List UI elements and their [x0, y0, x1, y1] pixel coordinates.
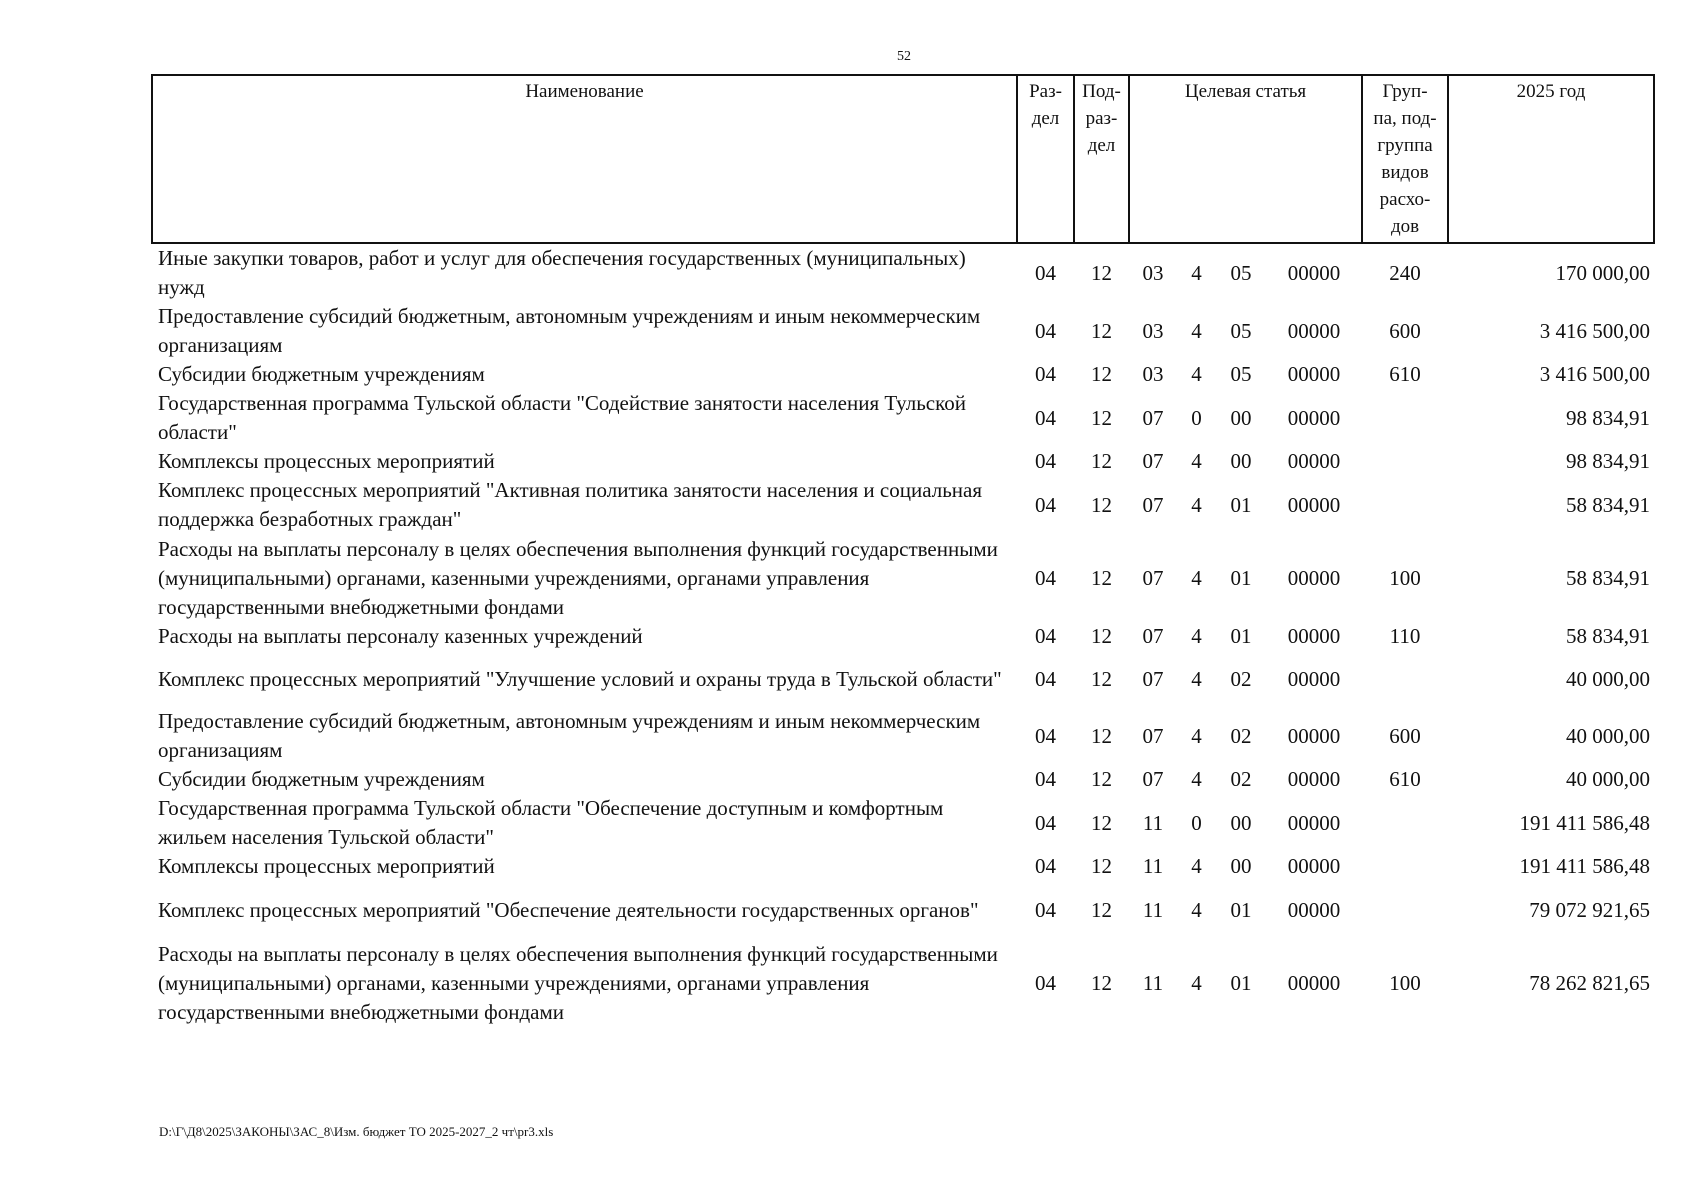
row-target-event: 05 [1230, 260, 1252, 285]
row-name: Комплекс процессных мероприятий "Обеспечение деятельности государственных органов" [158, 897, 979, 922]
row-name: Комплексы процессных мероприятий [158, 854, 495, 878]
row-target-program: 07 [1142, 723, 1164, 748]
row-amount: 191 411 586,48 [1519, 810, 1651, 835]
row-amount: 170 000,00 [1555, 260, 1651, 285]
table-row [152, 651, 1654, 707]
row-section: 04 [1035, 854, 1056, 878]
header-expense-group: Груп- па, под- группа видов расхо- дов [1362, 75, 1448, 243]
row-target-program: 07 [1142, 624, 1164, 648]
table-row [152, 852, 1654, 881]
row-amount: 40 000,00 [1566, 666, 1651, 691]
row-subsection: 12 [1091, 666, 1112, 691]
row-target-type: 4 [1191, 897, 1202, 922]
row-target-event: 00 [1230, 854, 1252, 878]
row-subsection: 12 [1091, 970, 1112, 995]
row-amount: 98 834,91 [1566, 405, 1651, 430]
row-target-type: 0 [1191, 810, 1202, 835]
row-target-direction: 00000 [1287, 810, 1341, 835]
row-expense-group [1362, 447, 1448, 476]
row-name: Субсидии бюджетным учреждениям [158, 767, 485, 791]
header-year-2025: 2025 год [1448, 75, 1654, 243]
row-subsection: 12 [1091, 565, 1112, 590]
row-name: Расходы на выплаты персоналу в целях обеспечения выполнения функций государственными (муниципальными) органами, казенными учреждениями, органами управления государственными внебюджетными фондами [158, 941, 998, 1024]
row-subsection: 12 [1091, 362, 1112, 386]
row-expense-group: 100 [1389, 565, 1421, 590]
row-target-direction: 00000 [1287, 318, 1341, 343]
header-target-article: Целевая статья [1129, 75, 1362, 243]
row-target-program: 07 [1142, 565, 1164, 590]
table-row [152, 939, 1654, 1027]
page-number: 52 [897, 49, 911, 64]
row-target-program: 11 [1142, 897, 1164, 922]
table-row [152, 476, 1654, 534]
row-amount: 98 834,91 [1566, 449, 1651, 473]
row-target-program: 03 [1142, 362, 1164, 386]
row-amount: 79 072 921,65 [1529, 897, 1651, 922]
row-target-event: 02 [1230, 723, 1252, 748]
row-subsection: 12 [1091, 723, 1112, 748]
row-target-program: 07 [1142, 767, 1164, 791]
row-expense-group [1362, 881, 1448, 939]
row-name: Субсидии бюджетным учреждениям [158, 362, 485, 386]
row-target-program: 03 [1142, 260, 1164, 285]
row-section: 04 [1035, 565, 1056, 590]
row-section: 04 [1035, 405, 1056, 430]
row-target-type: 0 [1191, 405, 1202, 430]
row-amount: 58 834,91 [1566, 565, 1651, 590]
row-subsection: 12 [1091, 897, 1112, 922]
row-subsection: 12 [1091, 318, 1112, 343]
row-name: Комплексы процессных мероприятий [158, 449, 495, 473]
row-section: 04 [1035, 897, 1056, 922]
row-target-event: 00 [1230, 449, 1252, 473]
row-amount: 3 416 500,00 [1539, 318, 1651, 343]
row-section: 04 [1035, 810, 1056, 835]
row-section: 04 [1035, 260, 1056, 285]
row-expense-group [1362, 476, 1448, 534]
row-target-program: 07 [1142, 405, 1164, 430]
row-target-type: 4 [1191, 854, 1202, 878]
row-target-type: 4 [1191, 362, 1202, 386]
footer-file-path: D:\Г\Д8\2025\ЗАКОНЫ\ЗАС_8\Изм. бюджет ТО 2025-2027_2 чт\pr3.xls [159, 1124, 554, 1139]
row-target-event: 00 [1230, 405, 1252, 430]
table-row [152, 243, 1654, 302]
row-target-type: 4 [1191, 492, 1202, 517]
row-target-type: 4 [1191, 624, 1202, 648]
header-name: Наименование [152, 75, 1017, 243]
row-name: Расходы на выплаты персоналу в целях обеспечения выполнения функций государственными (муниципальными) органами, казенными учреждениями, органами управления государственными внебюджетными фондами [158, 536, 998, 619]
row-name: Расходы на выплаты персоналу казенных учреждений [158, 624, 643, 648]
row-target-event: 05 [1230, 318, 1252, 343]
table-row [152, 707, 1654, 765]
row-target-event: 01 [1230, 970, 1252, 995]
header-section: Раз- дел [1017, 75, 1074, 243]
row-target-event: 00 [1230, 810, 1252, 835]
row-section: 04 [1035, 970, 1056, 995]
row-expense-group: 600 [1389, 723, 1421, 748]
row-target-direction: 00000 [1287, 970, 1341, 995]
row-subsection: 12 [1091, 810, 1112, 835]
row-amount: 58 834,91 [1566, 624, 1651, 648]
table-row [152, 360, 1654, 389]
row-target-type: 4 [1191, 565, 1202, 590]
row-name: Государственная программа Тульской области "Содействие занятости населения Тульской области" [158, 391, 966, 444]
row-section: 04 [1035, 666, 1056, 691]
row-target-event: 01 [1230, 624, 1252, 648]
row-section: 04 [1035, 492, 1056, 517]
row-expense-group [1362, 389, 1448, 447]
row-amount: 78 262 821,65 [1529, 970, 1651, 995]
row-subsection: 12 [1091, 405, 1112, 430]
row-target-type: 4 [1191, 723, 1202, 748]
row-section: 04 [1035, 318, 1056, 343]
row-amount: 40 000,00 [1566, 723, 1651, 748]
row-target-direction: 00000 [1287, 362, 1341, 386]
row-name: Государственная программа Тульской области "Обеспечение доступным и комфортным жильем населения Тульской области" [158, 796, 944, 849]
row-target-type: 4 [1191, 970, 1202, 995]
row-expense-group: 240 [1389, 260, 1421, 285]
row-section: 04 [1035, 767, 1056, 791]
row-target-program: 03 [1142, 318, 1164, 343]
row-expense-group: 600 [1389, 318, 1421, 343]
row-expense-group: 610 [1389, 767, 1421, 791]
row-section: 04 [1035, 449, 1056, 473]
table-row [152, 794, 1654, 852]
row-target-direction: 00000 [1287, 854, 1341, 878]
row-subsection: 12 [1091, 854, 1112, 878]
row-target-program: 11 [1142, 854, 1164, 878]
table-row [152, 765, 1654, 794]
row-target-type: 4 [1191, 318, 1202, 343]
table-row [152, 389, 1654, 447]
table-row [152, 447, 1654, 476]
row-name: Комплекс процессных мероприятий "Активная политика занятости населения и социальная поддержка безработных граждан" [158, 478, 982, 531]
row-expense-group: 100 [1389, 970, 1421, 995]
row-target-program: 11 [1142, 970, 1164, 995]
row-target-event: 02 [1230, 666, 1252, 691]
row-name: Комплекс процессных мероприятий "Улучшение условий и охраны труда в Тульской области" [158, 666, 1002, 691]
table-header-row [152, 75, 1654, 243]
row-target-direction: 00000 [1287, 767, 1341, 791]
row-target-event: 01 [1230, 897, 1252, 922]
row-subsection: 12 [1091, 260, 1112, 285]
row-target-event: 02 [1230, 767, 1252, 791]
row-name: Предоставление субсидий бюджетным, автономным учреждениям и иным некоммерческим организациям [158, 304, 981, 357]
row-target-event: 01 [1230, 565, 1252, 590]
row-target-direction: 00000 [1287, 723, 1341, 748]
row-target-direction: 00000 [1287, 449, 1341, 473]
row-target-direction: 00000 [1287, 405, 1341, 430]
row-target-program: 11 [1142, 810, 1164, 835]
row-section: 04 [1035, 723, 1056, 748]
row-name: Иные закупки товаров, работ и услуг для обеспечения государственных (муниципальных) нужд [158, 246, 966, 299]
table-row [152, 534, 1654, 622]
row-expense-group [1362, 651, 1448, 707]
row-expense-group: 110 [1389, 624, 1421, 648]
row-name: Предоставление субсидий бюджетным, автономным учреждениям и иным некоммерческим организациям [158, 709, 981, 762]
row-target-program: 07 [1142, 449, 1164, 473]
row-subsection: 12 [1091, 624, 1112, 648]
row-target-direction: 00000 [1287, 897, 1341, 922]
table-row [152, 302, 1654, 360]
row-target-direction: 00000 [1287, 260, 1341, 285]
row-target-direction: 00000 [1287, 492, 1341, 517]
row-section: 04 [1035, 624, 1056, 648]
row-target-event: 05 [1230, 362, 1252, 386]
row-expense-group: 610 [1389, 362, 1421, 386]
row-target-type: 4 [1191, 260, 1202, 285]
row-expense-group [1362, 794, 1448, 852]
row-target-direction: 00000 [1287, 624, 1341, 648]
row-amount: 3 416 500,00 [1539, 362, 1651, 386]
row-amount: 58 834,91 [1566, 492, 1651, 517]
header-subsection: Под- раз- дел [1074, 75, 1129, 243]
row-target-type: 4 [1191, 767, 1202, 791]
table-row [152, 881, 1654, 939]
row-subsection: 12 [1091, 767, 1112, 791]
table-row [152, 622, 1654, 651]
row-section: 04 [1035, 362, 1056, 386]
row-target-direction: 00000 [1287, 565, 1341, 590]
row-target-event: 01 [1230, 492, 1252, 517]
row-target-type: 4 [1191, 666, 1202, 691]
row-subsection: 12 [1091, 492, 1112, 517]
budget-table [151, 74, 1655, 1027]
row-amount: 40 000,00 [1566, 767, 1651, 791]
row-target-program: 07 [1142, 666, 1164, 691]
row-target-direction: 00000 [1287, 666, 1341, 691]
row-subsection: 12 [1091, 449, 1112, 473]
row-target-program: 07 [1142, 492, 1164, 517]
row-target-type: 4 [1191, 449, 1202, 473]
row-expense-group [1362, 852, 1448, 881]
row-amount: 191 411 586,48 [1519, 854, 1651, 878]
